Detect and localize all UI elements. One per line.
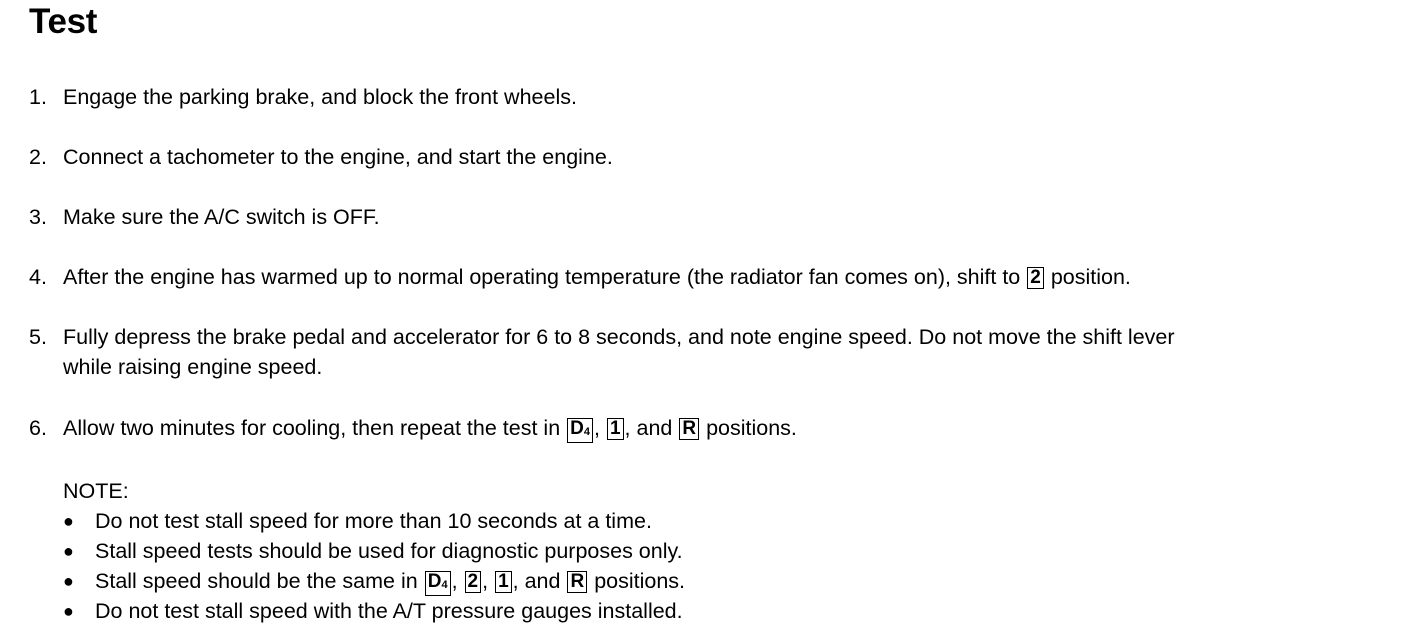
gear-position-key: R	[679, 418, 699, 440]
step-text: Allow two minutes for cooling, then repeat the test in $D_4$ , 1 , and R positions.	[63, 413, 1389, 443]
step-number: 6.	[29, 416, 47, 440]
bullet-icon: ●	[63, 601, 74, 621]
gear-position-key: 2	[1027, 267, 1044, 289]
step-number: 2.	[29, 145, 47, 169]
step-number: 1.	[29, 85, 47, 109]
note-item: ● Stall speed should be the same in $D_4$ , 2 , 1 , and R positions.	[63, 566, 685, 596]
step-text: Connect a tachometer to the engine, and start the engine.	[63, 145, 613, 169]
note-label: NOTE:	[63, 479, 129, 503]
bullet-icon: ●	[63, 571, 74, 591]
gear-position-key: 1	[495, 571, 512, 593]
step-number: 5.	[29, 325, 47, 349]
step-6	[29, 413, 1389, 443]
step-3	[29, 202, 1389, 232]
bullet-icon: ●	[63, 541, 74, 561]
bullet-icon: ●	[63, 511, 74, 531]
step-1	[29, 82, 1389, 112]
note-item: ● Do not test stall speed for more than 10 seconds at a time.	[63, 506, 685, 536]
note-item: ● Stall speed tests should be used for diagnostic purposes only.	[63, 536, 685, 566]
note-list	[63, 506, 685, 626]
note-item: ● Do not test stall speed with the A/T pressure gauges installed.	[63, 596, 685, 626]
gear-position-key: $D_4$	[425, 571, 451, 596]
step-number: 4.	[29, 265, 47, 289]
step-2	[29, 142, 1389, 172]
step-text: Make sure the A/C switch is OFF.	[63, 205, 380, 229]
page-title: Test	[29, 2, 98, 41]
gear-position-key: 1	[607, 418, 624, 440]
gear-position-key: $D_4$	[567, 418, 593, 443]
step-text: After the engine has warmed up to normal operating temperature (the radiator fan comes on), shift to 2 position.	[63, 265, 1131, 289]
step-number: 3.	[29, 205, 47, 229]
gear-position-key: 2	[465, 571, 482, 593]
step-4	[29, 262, 1389, 292]
step-text: Engage the parking brake, and block the front wheels.	[63, 85, 577, 109]
step-text: Fully depress the brake pedal and accelerator for 6 to 8 seconds, and note engine speed. Do not move the shift lever while raising engine speed.	[63, 325, 1175, 379]
step-5	[29, 322, 1389, 382]
gear-position-key: R	[567, 571, 587, 593]
